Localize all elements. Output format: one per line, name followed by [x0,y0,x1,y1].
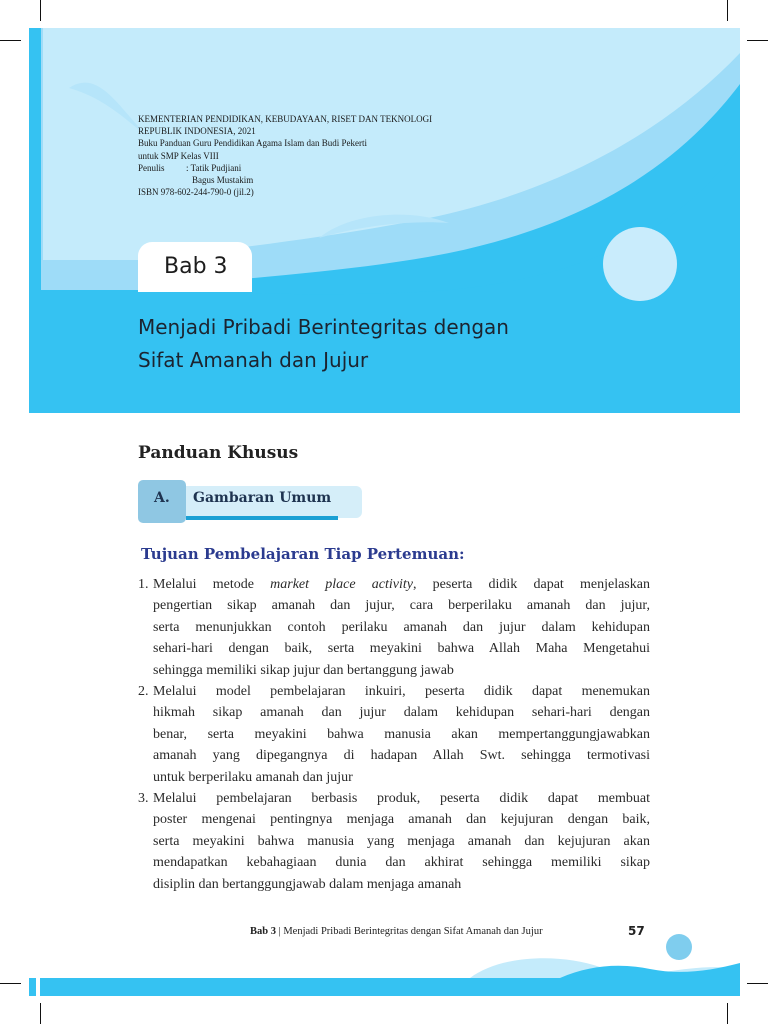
footer-separator: | [275,926,284,937]
footer-wave-art [0,925,768,1024]
book-title: Buku Panduan Guru Pendidikan Agama Islam dan Budi Pekerti [138,138,367,149]
list-line: sehari-hari dengan baik, serta meyakini bahwa Allah Maha Mengetahui [153,641,650,657]
subsection-letter: A. [138,480,186,523]
list-line: untuk berperilaku amanah dan jujur [153,769,353,785]
goal-list [138,574,650,895]
list-number: 2. [138,684,149,700]
chapter-title-line: Sifat Amanah dan Jujur [138,348,369,372]
list-line: amanah yang dipegangnya di hadapan Allah Swt. sehingga termotivasi [153,748,650,764]
author-label: Penulis [138,162,165,173]
section-title: Panduan Khusus [138,443,299,463]
author-row [138,162,432,174]
crop-mark [40,0,41,21]
emphasis-term: market place activity [270,577,413,592]
list-item [138,681,650,788]
author-name: Bagus Mustakim [192,175,254,186]
list-item [138,574,650,681]
list-line: pengertian sikap amanah dan jujur, cara berperilaku amanah dan jujur, [153,598,650,614]
list-line: hikmah sikap amanah dan jujur dalam kehidupan sehari-hari dengan [153,705,650,721]
list-line: serta menunjukkan contoh perilaku amanah dan jujur dalam kehidupan [153,619,650,635]
chapter-tab: Bab 3 [138,242,252,292]
country-year: REPUBLIK INDONESIA, 2021 [138,126,256,137]
author-name: : Tatik Pudjiani [186,162,242,173]
list-line: benar, serta meyakini bahwa manusia akan mempertanggungjawabkan [153,726,650,742]
list-line: Melalui model pembelajaran inkuiri, peserta didik dapat menemukan [153,684,650,700]
list-item [138,788,650,895]
footer-title: Menjadi Pribadi Berintegritas dengan Sifat Amanah dan Jujur [283,926,543,937]
list-number: 1. [138,577,149,592]
goal-heading: Tujuan Pembelajaran Tiap Pertemuan: [141,545,465,563]
crop-mark [727,0,728,21]
chapter-title-line: Menjadi Pribadi Berintegritas dengan [138,315,509,339]
list-line: Melalui metode market place activity, peserta didik dapat menjelaskan [153,577,650,592]
crop-mark [0,40,21,41]
footer-chapter: Bab 3 [250,926,276,937]
ministry-name: KEMENTERIAN PENDIDIKAN, KEBUDAYAAN, RISET DAN TEKNOLOGI [138,114,433,124]
subsection-underline [186,516,338,520]
isbn: ISBN 978-602-244-790-0 (jil.2) [138,187,254,198]
page-number: 57 [628,924,645,938]
subsection-title: Gambaran Umum [193,490,332,506]
publication-info [138,113,432,198]
crop-mark [747,40,768,41]
list-line: disiplin dan bertanggungjawab dalam menjaga amanah [153,876,462,892]
chapter-title [138,311,618,377]
list-line: poster mengenai pentingnya menjaga amanah dan kejujuran dengan baik, [153,812,650,828]
list-line: serta meyakini bahwa manusia yang menjaga amanah dan kejujuran akan [153,833,650,849]
list-number: 3. [138,791,149,807]
list-line: sehingga memiliki sikap jujur dan bertanggung jawab [153,662,454,678]
book-audience: untuk SMP Kelas VIII [138,150,219,161]
list-line: mendapatkan kebahagiaan dunia dan akhirat sehingga memiliki sikap [153,855,650,871]
list-line: Melalui pembelajaran berbasis produk, peserta didik dapat membuat [153,791,650,807]
